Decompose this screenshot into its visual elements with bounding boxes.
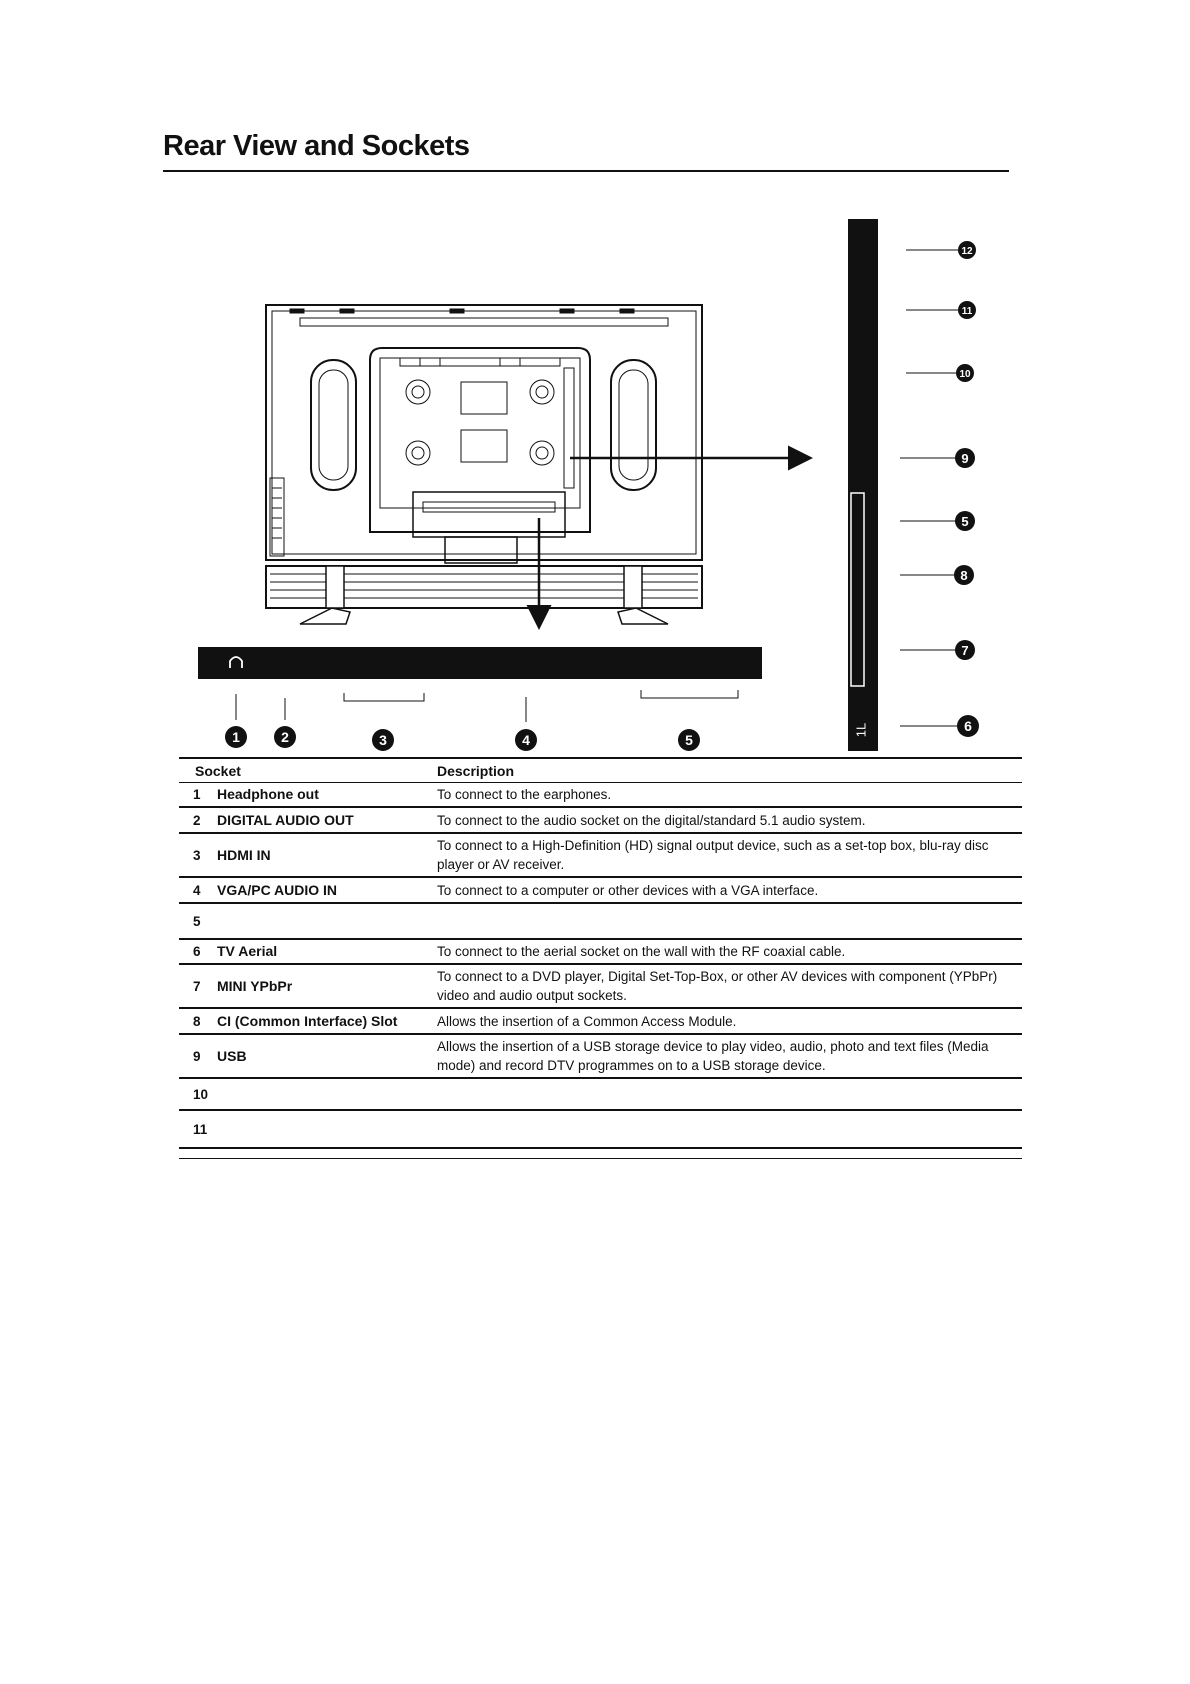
table-row — [179, 1034, 1022, 1078]
callout-9 — [955, 448, 975, 468]
row-number: 7 — [179, 964, 217, 1008]
bottom-socket-panel — [198, 647, 762, 679]
side-panel-label: 1L — [853, 722, 869, 738]
svg-text:1: 1 — [232, 729, 240, 745]
row-description: To connect to a DVD player, Digital Set-Top-Box, or other AV devices with component (YPbPr) video and audio output sockets. — [433, 964, 1022, 1008]
svg-text:11: 11 — [961, 306, 973, 317]
svg-text:9: 9 — [961, 451, 969, 466]
callout-8 — [954, 565, 974, 585]
svg-text:7: 7 — [961, 643, 969, 658]
row-socket: MINI YPbPr — [217, 964, 433, 1008]
row-socket: TV Aerial — [217, 939, 433, 964]
row-socket: USB — [217, 1034, 433, 1078]
sockets-table — [179, 757, 1022, 1174]
callout-11 — [958, 301, 976, 319]
callout-4 — [515, 729, 537, 751]
callout-12 — [958, 241, 976, 259]
svg-text:5: 5 — [685, 732, 693, 748]
table-row — [179, 807, 1022, 833]
row-number: 1 — [179, 783, 217, 808]
row-socket: HDMI IN — [217, 833, 433, 877]
svg-text:5: 5 — [961, 514, 969, 529]
table-row — [179, 1148, 1022, 1174]
callout-2 — [274, 726, 296, 748]
callout-3 — [372, 729, 394, 751]
table-row — [179, 964, 1022, 1008]
header-description: Description — [433, 758, 1022, 783]
row-socket — [217, 1148, 433, 1174]
row-socket — [217, 1078, 433, 1110]
row-description: To connect to the aerial socket on the wall with the RF coaxial cable. — [433, 939, 1022, 964]
row-number: 4 — [179, 877, 217, 903]
table-row — [179, 939, 1022, 964]
callout-5-right — [955, 511, 975, 531]
bottom-rule — [179, 1158, 1022, 1159]
callout-5-bottom — [678, 729, 700, 751]
svg-text:6: 6 — [964, 718, 972, 734]
row-description — [433, 1148, 1022, 1174]
bottom-callout-leaders — [236, 690, 738, 722]
page-title: Rear View and Sockets — [163, 130, 470, 162]
row-description: To connect to a High-Definition (HD) signal output device, such as a set-top box, blu-ray disc player or AV receiver. — [433, 833, 1022, 877]
row-socket: DIGITAL AUDIO OUT — [217, 807, 433, 833]
row-number: 11 — [179, 1110, 217, 1148]
right-callout-leaders — [900, 250, 958, 726]
row-number: 2 — [179, 807, 217, 833]
svg-text:4: 4 — [522, 732, 530, 748]
row-number: 10 — [179, 1078, 217, 1110]
svg-text:2: 2 — [281, 729, 289, 745]
table-row — [179, 903, 1022, 939]
row-socket — [217, 1110, 433, 1148]
header-socket: Socket — [179, 758, 433, 783]
row-number: 5 — [179, 903, 217, 939]
table-row — [179, 783, 1022, 808]
svg-text:10: 10 — [959, 369, 971, 380]
rear-view-diagram — [0, 0, 1190, 760]
row-description — [433, 1078, 1022, 1110]
row-socket — [217, 903, 433, 939]
callout-7 — [955, 640, 975, 660]
row-socket: Headphone out — [217, 783, 433, 808]
row-number: 9 — [179, 1034, 217, 1078]
row-description: To connect to the audio socket on the digital/standard 5.1 audio system. — [433, 807, 1022, 833]
side-socket-panel — [848, 219, 878, 751]
row-description: Allows the insertion of a USB storage device to play video, audio, photo and text files (Media mode) and record DTV programmes on to a USB storage device. — [433, 1034, 1022, 1078]
row-number: 8 — [179, 1008, 217, 1034]
row-socket: VGA/PC AUDIO IN — [217, 877, 433, 903]
table-header-row — [179, 758, 1022, 783]
row-number: 3 — [179, 833, 217, 877]
row-description: To connect to a computer or other devices with a VGA interface. — [433, 877, 1022, 903]
svg-text:8: 8 — [960, 568, 968, 583]
table-row — [179, 877, 1022, 903]
row-description: To connect to the earphones. — [433, 783, 1022, 808]
table-row — [179, 833, 1022, 877]
svg-text:3: 3 — [379, 732, 387, 748]
tv-rear-illustration — [266, 305, 702, 624]
table-row — [179, 1008, 1022, 1034]
row-number: 6 — [179, 939, 217, 964]
table-row — [179, 1078, 1022, 1110]
callout-10 — [956, 364, 974, 382]
row-socket: CI (Common Interface) Slot — [217, 1008, 433, 1034]
table-row — [179, 1110, 1022, 1148]
row-description — [433, 903, 1022, 939]
row-description: Allows the insertion of a Common Access Module. — [433, 1008, 1022, 1034]
row-description — [433, 1110, 1022, 1148]
svg-text:12: 12 — [961, 246, 973, 257]
row-number — [179, 1148, 217, 1174]
callout-6 — [957, 715, 979, 737]
callout-1 — [225, 726, 247, 748]
